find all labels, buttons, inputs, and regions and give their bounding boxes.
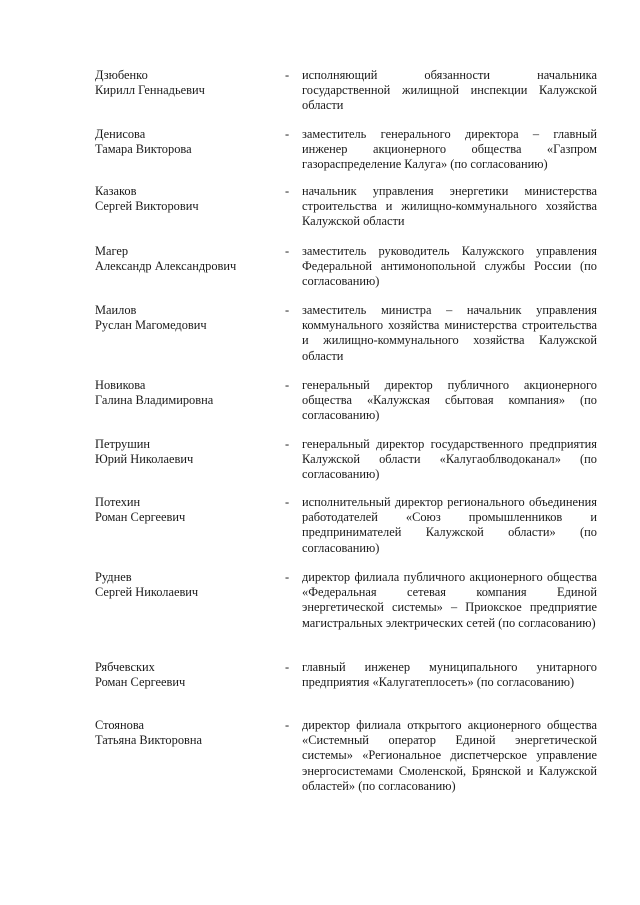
- member-surname: Стоянова: [95, 718, 145, 732]
- member-surname: Новикова: [95, 378, 146, 392]
- member-given-names: Александр Александрович: [95, 259, 237, 274]
- member-surname: Рябчевских: [95, 660, 155, 674]
- dash-separator: -: [285, 244, 290, 258]
- member-position: заместитель генерального директора – главный инженер акционерного общества «Газпром газораспределение Калуга» (по согласованию): [302, 127, 597, 172]
- member-position: заместитель министра – начальник управления коммунального хозяйства министерства строительства и жилищно-коммунального хозяйства Калужской области: [302, 303, 597, 363]
- member-surname: Потехин: [95, 495, 141, 509]
- member-surname: Маилов: [95, 303, 137, 317]
- dash-separator: -: [285, 303, 290, 317]
- member-name: [95, 184, 280, 214]
- member-name: [95, 570, 280, 600]
- member-position: директор филиала публичного акционерного общества «Федеральная сетевая компания Единой энергетической системы» – Приокское предприятие магистральных электрических сетей (по согласованию): [302, 570, 597, 630]
- member-surname: Денисова: [95, 127, 146, 141]
- member-surname: Дзюбенко: [95, 68, 148, 82]
- member-name: [95, 68, 280, 98]
- member-given-names: Роман Сергеевич: [95, 675, 186, 690]
- member-surname: Петрушин: [95, 437, 151, 451]
- dash-separator: -: [285, 660, 290, 674]
- dash-separator: -: [285, 718, 290, 732]
- member-given-names: Роман Сергеевич: [95, 510, 186, 525]
- member-position: заместитель руководитель Калужского управления Федеральной антимонопольной службы России (по согласованию): [302, 244, 597, 289]
- member-name: [95, 378, 280, 408]
- member-given-names: Сергей Николаевич: [95, 585, 199, 600]
- member-position: директор филиала открытого акционерного общества «Системный оператор Единой энергетической системы» «Региональное диспетчерское управление энергосистемами Смоленской, Брянской и Калужской областей» (по согласованию): [302, 718, 597, 793]
- member-surname: Магер: [95, 244, 129, 258]
- member-given-names: Тамара Викторова: [95, 142, 192, 157]
- dash-separator: -: [285, 184, 290, 198]
- member-given-names: Юрий Николаевич: [95, 452, 194, 467]
- member-position: главный инженер муниципального унитарного предприятия «Калугатеплосеть» (по согласованию): [302, 660, 597, 690]
- dash-separator: -: [285, 495, 290, 509]
- member-surname: Казаков: [95, 184, 137, 198]
- member-position: исполняющий обязанности начальника государственной жилищной инспекции Калужской области: [302, 68, 597, 113]
- member-given-names: Руслан Магомедович: [95, 318, 207, 333]
- member-given-names: Сергей Викторович: [95, 199, 199, 214]
- member-given-names: Галина Владимировна: [95, 393, 214, 408]
- dash-separator: -: [285, 378, 290, 392]
- dash-separator: -: [285, 570, 290, 584]
- member-name: [95, 244, 280, 274]
- member-given-names: Татьяна Викторовна: [95, 733, 203, 748]
- dash-separator: -: [285, 437, 290, 451]
- member-name: [95, 495, 280, 525]
- member-name: [95, 660, 280, 690]
- member-position: исполнительный директор регионального объединения работодателей «Союз промышленников и предпринимателей Калужской области» (по согласованию): [302, 495, 597, 555]
- member-name: [95, 127, 280, 157]
- member-position: генеральный директор государственного предприятия Калужской области «Калугаоблводоканал» (по согласованию): [302, 437, 597, 482]
- dash-separator: -: [285, 68, 290, 82]
- member-name: [95, 437, 280, 467]
- member-position: генеральный директор публичного акционерного общества «Калужская сбытовая компания» (по согласованию): [302, 378, 597, 423]
- member-name: [95, 718, 280, 748]
- dash-separator: -: [285, 127, 290, 141]
- member-name: [95, 303, 280, 333]
- member-surname: Руднев: [95, 570, 132, 584]
- member-position: начальник управления энергетики министерства строительства и жилищно-коммунального хозяйства Калужской области: [302, 184, 597, 229]
- member-given-names: Кирилл Геннадьевич: [95, 83, 205, 98]
